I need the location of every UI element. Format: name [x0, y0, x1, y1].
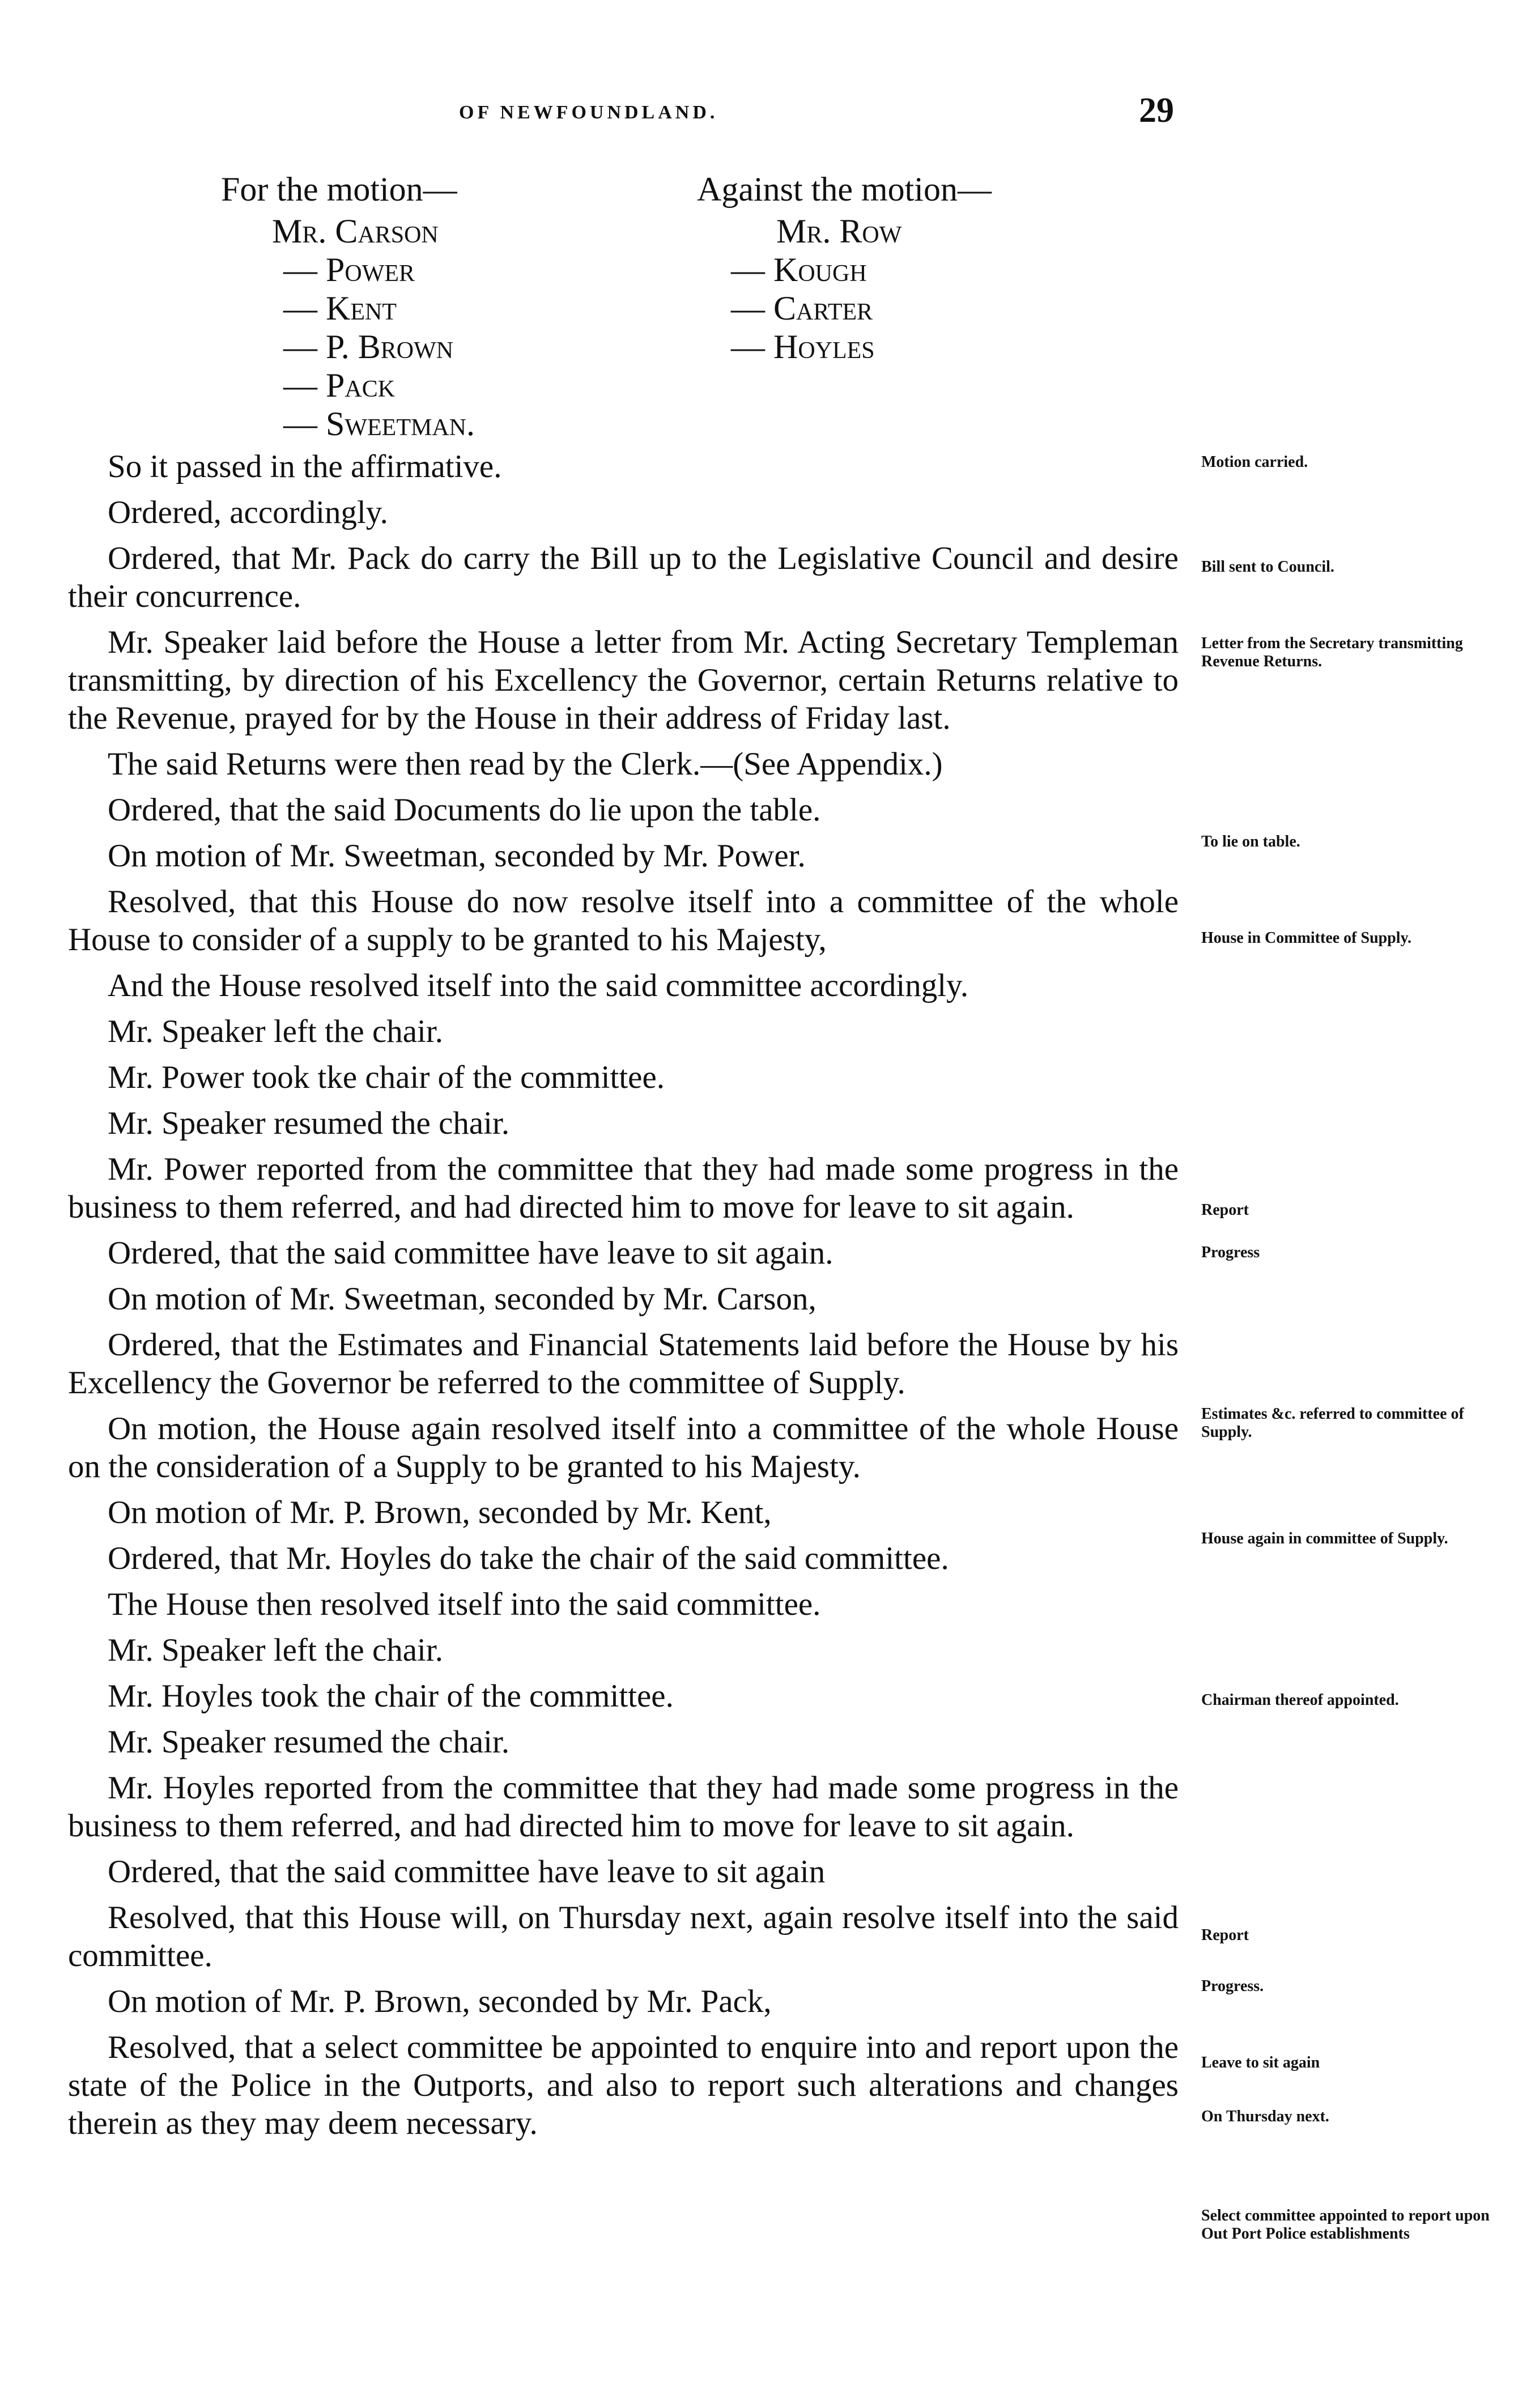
votes-against-heading: Against the motion—: [697, 171, 992, 208]
journal-paragraph: On motion of Mr. Sweetman, seconded by Mr. Carson,: [108, 1281, 816, 1317]
vote-name: Mr. Carson: [272, 212, 439, 250]
journal-paragraph: And the House resolved itself into the said committee accordingly.: [108, 968, 969, 1003]
margin-note: Select committee appointed to report upon Out Port Police establishments: [1201, 2207, 1490, 2243]
page-number: 29: [1139, 91, 1174, 130]
vote-name: — Power: [283, 251, 415, 288]
margin-note: Report: [1201, 1201, 1249, 1219]
journal-paragraph: The said Returns were then read by the Clerk.—(See Appendix.): [108, 746, 943, 782]
journal-paragraph: Resolved, that this House do now resolve itself into a committee of the whole House to consider of a supply to be granted to his Majesty,: [68, 884, 1179, 958]
running-head: OF NEWFOUNDLAND.: [459, 102, 718, 123]
journal-paragraph: Resolved, that this House will, on Thursday next, again resolve itself into the said committee.: [68, 1900, 1179, 1973]
journal-paragraph: Mr. Power took tke chair of the committee.: [108, 1060, 665, 1095]
margin-note: House in Committee of Supply.: [1201, 929, 1412, 947]
vote-name: — Hoyles: [731, 328, 875, 365]
margin-note: Bill sent to Council.: [1201, 558, 1334, 576]
margin-note: To lie on table.: [1201, 833, 1300, 850]
margin-note: On Thursday next.: [1201, 2108, 1329, 2125]
journal-paragraph: Ordered, accordingly.: [108, 495, 388, 530]
journal-paragraph: On motion, the House again resolved itself into a committee of the whole House on the consideration of a Supply to be granted to his Majesty.: [68, 1411, 1179, 1484]
vote-name: — Pack: [283, 367, 395, 404]
journal-paragraph: On motion of Mr. P. Brown, seconded by Mr. Pack,: [108, 1984, 772, 2019]
journal-paragraph: The House then resolved itself into the said committee.: [108, 1586, 821, 1622]
margin-note: Leave to sit again: [1201, 2054, 1320, 2071]
margin-note: Estimates &c. referred to committee of Supply.: [1201, 1405, 1464, 1441]
margin-note: Letter from the Secretary transmitting Revenue Returns.: [1201, 635, 1463, 670]
votes-for-column: [221, 170, 475, 443]
journal-paragraph: Ordered, that the Estimates and Financial Statements laid before the House by his Excellency the Governor be referred to the committee of Supply.: [68, 1327, 1179, 1401]
journal-paragraph: Mr. Speaker laid before the House a letter from Mr. Acting Secretary Templeman transmitting, by direction of his Excellency the Governor, certain Returns relative to the Revenue, prayed for by the House in their address of Friday last.: [68, 624, 1179, 736]
journal-paragraph: Ordered, that Mr. Pack do carry the Bill up to the Legislative Council and desire their concurrence.: [68, 541, 1179, 614]
journal-paragraph: On motion of Mr. Sweetman, seconded by Mr. Power.: [108, 838, 806, 874]
journal-paragraph: Mr. Speaker resumed the chair.: [108, 1105, 510, 1141]
votes-against-column: [697, 170, 992, 366]
journal-paragraph: Resolved, that a select committee be appointed to enquire into and report upon the state of the Police in the Outports, and also to report such alterations and changes therein as they may deem necessary.: [68, 2030, 1179, 2141]
journal-paragraph: Mr. Hoyles took the chair of the committee.: [108, 1678, 674, 1714]
journal-paragraph: Mr. Speaker resumed the chair.: [108, 1724, 510, 1760]
margin-note: Progress.: [1201, 1977, 1264, 1995]
vote-name: — Kent: [283, 290, 397, 327]
journal-paragraph: On motion of Mr. P. Brown, seconded by Mr. Kent,: [108, 1495, 772, 1530]
journal-paragraph: Mr. Speaker left the chair.: [108, 1632, 443, 1668]
journal-paragraph: So it passed in the affirmative.: [108, 449, 502, 484]
journal-paragraph: Mr. Power reported from the committee that they had made some progress in the business to them referred, and had directed him to move for leave to sit again.: [68, 1151, 1179, 1225]
margin-note: Report: [1201, 1926, 1249, 1944]
vote-name: — Kough: [731, 251, 867, 288]
vote-name: — P. Brown: [283, 328, 454, 365]
journal-paragraph: Mr. Speaker left the chair.: [108, 1014, 443, 1049]
vote-name: — Carter: [731, 290, 873, 327]
vote-name: — Sweetman.: [283, 405, 475, 443]
vote-name: Mr. Row: [776, 212, 902, 250]
margin-note: Motion carried.: [1201, 453, 1308, 471]
journal-body: [68, 448, 1179, 2150]
votes-for-heading: For the motion—: [221, 171, 457, 208]
margin-note: Progress: [1201, 1244, 1260, 1261]
margin-note: House again in committee of Supply.: [1201, 1530, 1448, 1547]
journal-paragraph: Mr. Hoyles reported from the committee that they had made some progress in the business to them referred, and had directed him to move for leave to sit again.: [68, 1770, 1179, 1844]
journal-paragraph: Ordered, that the said committee have leave to sit again.: [108, 1235, 833, 1271]
margin-note: Chairman thereof appointed.: [1201, 1691, 1399, 1709]
journal-paragraph: Ordered, that the said committee have leave to sit again: [108, 1854, 826, 1890]
journal-paragraph: Ordered, that Mr. Hoyles do take the chair of the said committee.: [108, 1541, 949, 1576]
journal-paragraph: Ordered, that the said Documents do lie upon the table.: [108, 792, 821, 828]
